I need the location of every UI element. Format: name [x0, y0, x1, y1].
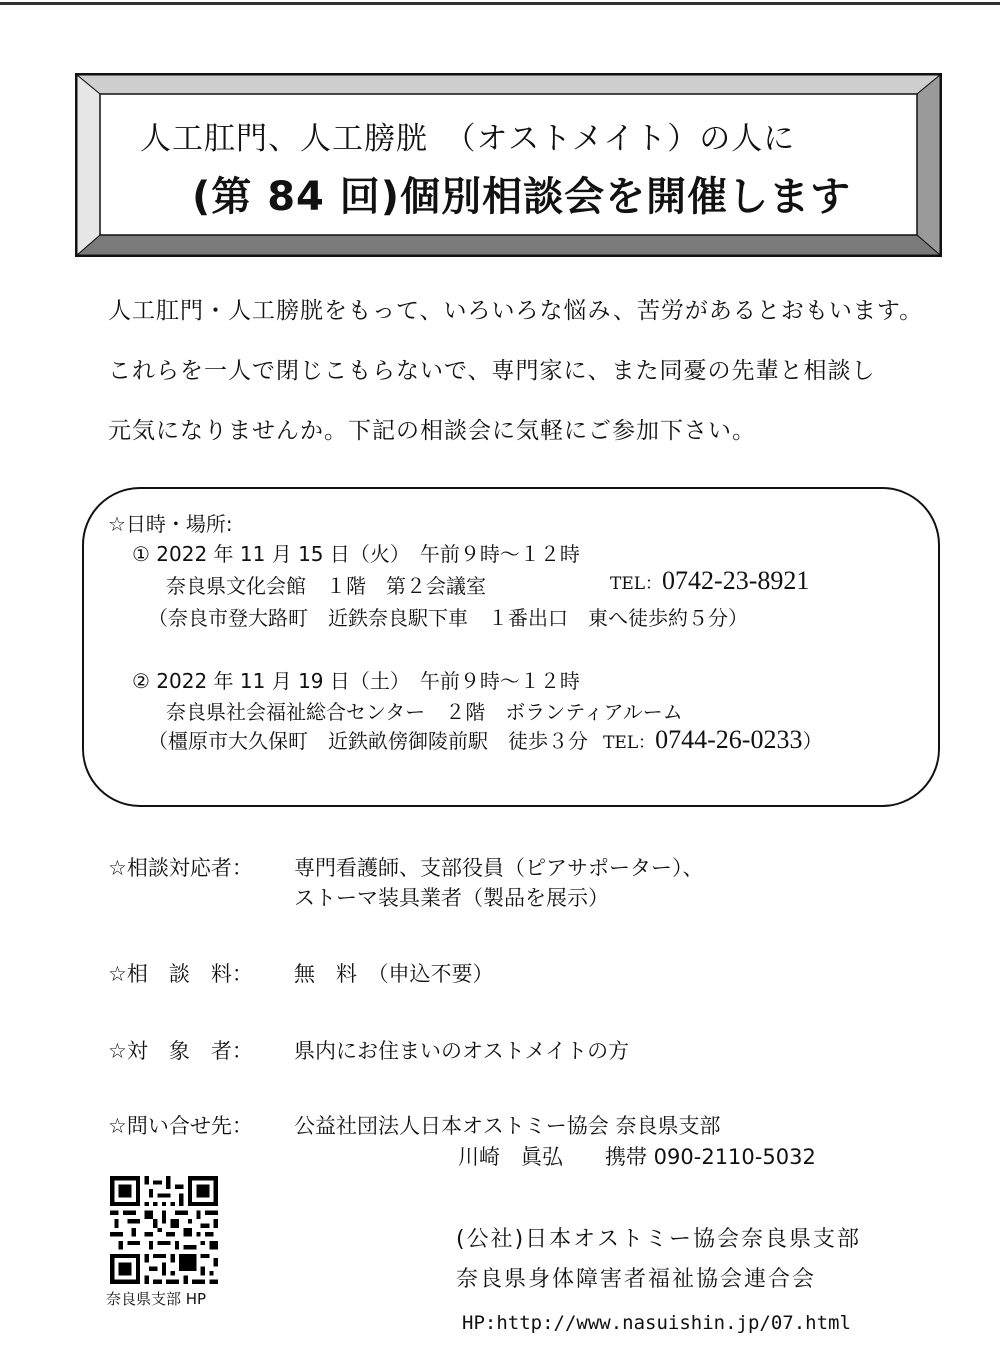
qr-caption: 奈良県支部 HP [106, 1290, 207, 1308]
fee-label: ☆相 談 料： [108, 962, 253, 986]
contact-org: 公益社団法人日本オストミー協会 奈良県支部 [294, 1114, 721, 1138]
session2-access: （橿原市大久保町 近鉄畝傍御陵前駅 徒歩３分 [148, 729, 588, 753]
intro-line-2: これらを一人で閉じこもらないで、専門家に、また同憂の先輩と相談し [108, 358, 876, 384]
session2-date: ② 2022 年 11 月 19 日（土） 午前９時～１２時 [132, 669, 580, 693]
footer-hp-link[interactable]: HP:http://www.nasuishin.jp/07.html [462, 1312, 851, 1334]
contact-label: ☆問い合せ先： [108, 1114, 253, 1138]
target-label: ☆対 象 者： [108, 1039, 253, 1063]
footer-org-1: (公社)日本オストミー協会奈良県支部 [456, 1227, 861, 1252]
intro-line-3: 元気になりませんか。下記の相談会に気軽にご参加下さい。 [108, 418, 756, 444]
top-edge-line [0, 2, 1000, 5]
footer-org-2: 奈良県身体障害者福祉協会連合会 [456, 1267, 817, 1292]
title-line-1: 人工肛門、人工膀胱 （オストメイト）の人に [140, 121, 796, 157]
session1-date: ① 2022 年 11 月 15 日（火） 午前９時～１２時 [132, 542, 580, 566]
consultants-line-2: ストーマ装具業者（製品を展示） [294, 886, 609, 910]
session1-venue: 奈良県文化会館 １階 第２会議室 [166, 574, 486, 598]
target-value: 県内にお住まいのオストメイトの方 [294, 1039, 630, 1063]
consultants-label: ☆相談対応者： [108, 856, 253, 880]
title-line-2: (第 84 回)個別相談会を開催します [192, 174, 852, 220]
tel-label: TEL： [610, 574, 663, 594]
qr-code-icon[interactable] [110, 1176, 218, 1284]
contact-person: 川崎 眞弘 携帯 090-2110-5032 [458, 1145, 816, 1169]
tel-number: 0744-26-0233 [655, 725, 803, 754]
fee-value: 無 料 （申込不要） [294, 962, 494, 986]
schedule-heading: ☆日時・場所: [108, 512, 233, 536]
intro-line-1: 人工肛門・人工膀胱をもって、いろいろな悩み、苦労があるとおもいます。 [108, 298, 924, 324]
tel-label: TEL： [603, 733, 656, 753]
tel-number: 0742-23-8921 [662, 566, 810, 595]
session1-access: （奈良市登大路町 近鉄奈良駅下車 １番出口 東へ徒歩約５分） [148, 606, 748, 630]
consultants-line-1: 専門看護師、支部役員（ピアサポーター）、 [294, 856, 704, 880]
session1-tel [610, 566, 809, 596]
session2-access-row [148, 725, 822, 755]
session2-venue: 奈良県社会福祉総合センター ２階 ボランティアルーム [166, 700, 683, 724]
closing-paren: ） [802, 729, 823, 753]
